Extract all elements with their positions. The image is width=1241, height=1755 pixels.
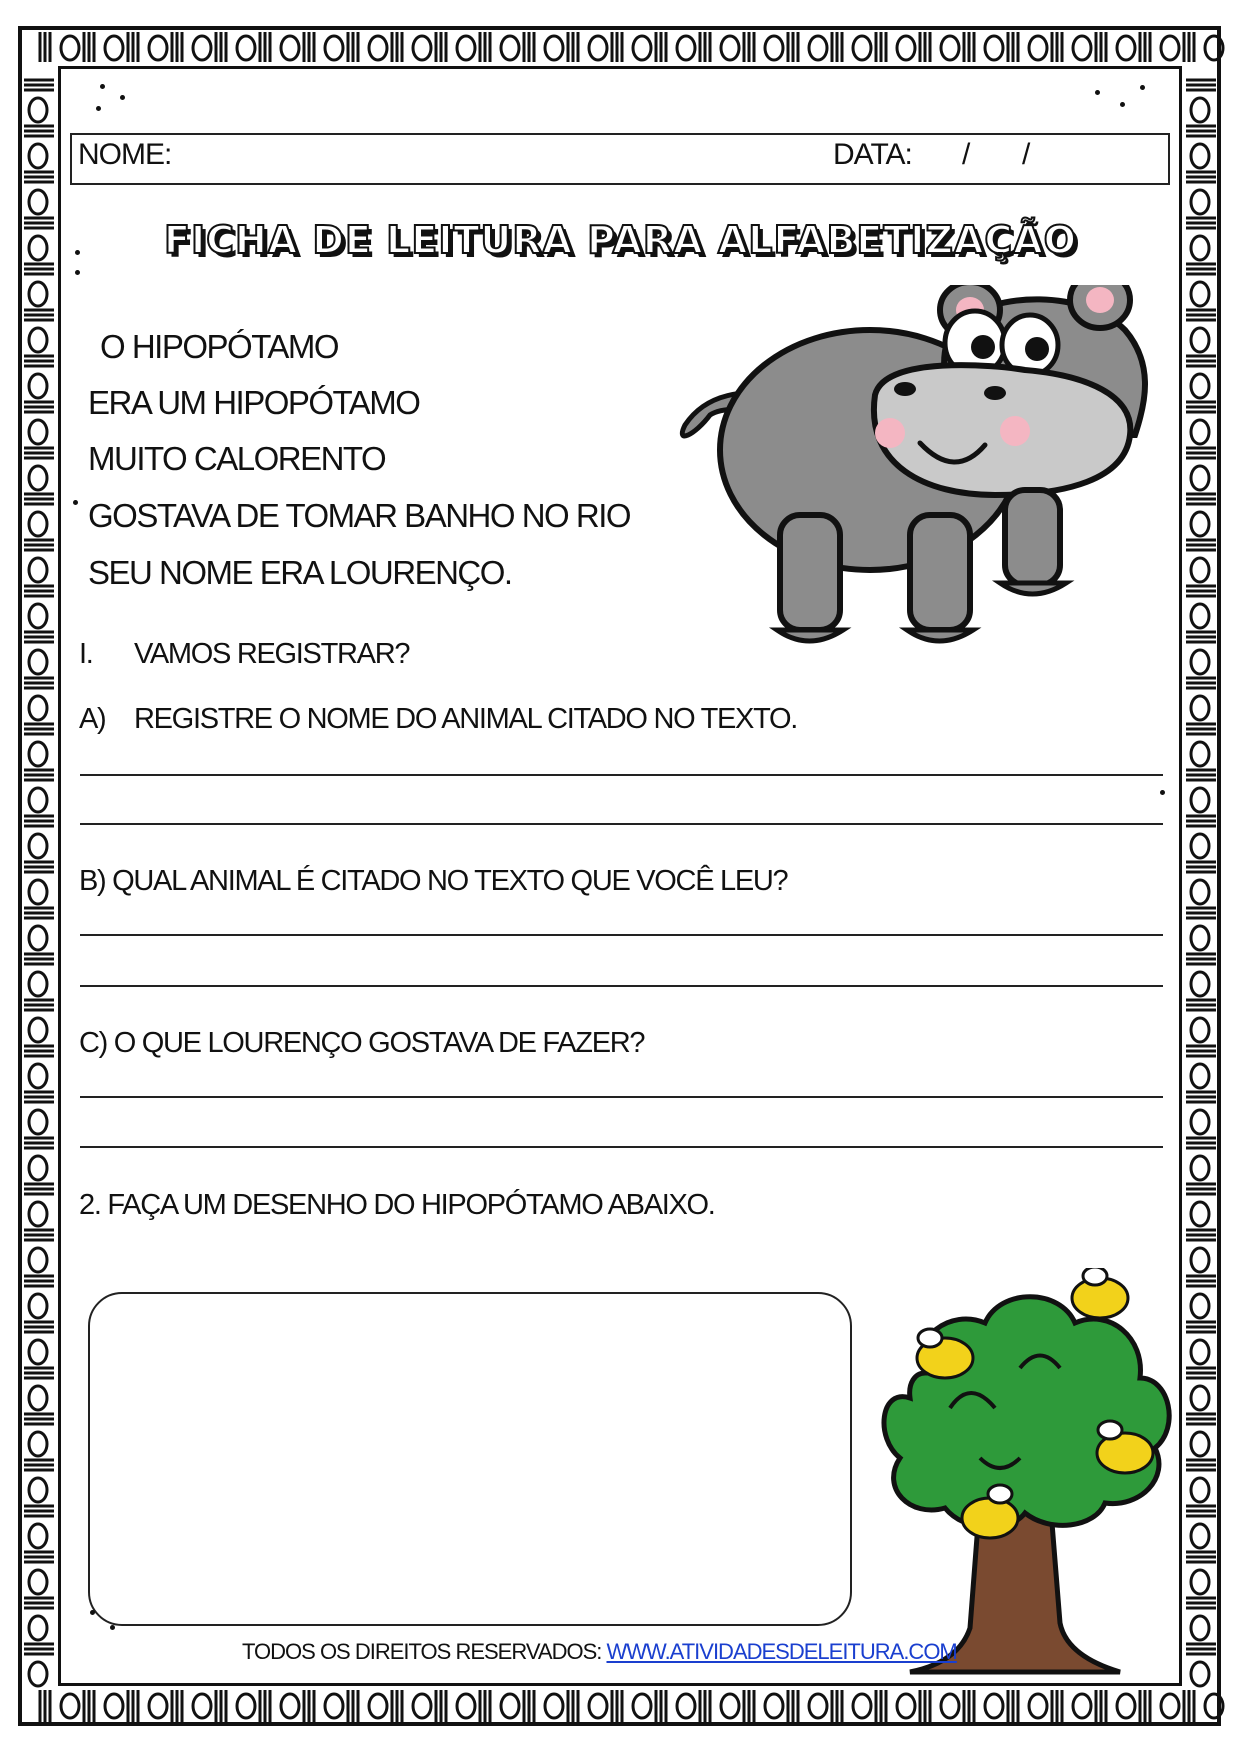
name-label: NOME: bbox=[78, 138, 172, 171]
question-a: REGISTRE O NOME DO ANIMAL CITADO NO TEXTO. bbox=[134, 703, 797, 735]
answer-line[interactable] bbox=[80, 823, 1163, 825]
site-link[interactable]: WWW.ATIVIDADESDELEITURA.COM bbox=[606, 1639, 957, 1664]
decor-dot bbox=[100, 84, 105, 89]
decor-dot bbox=[1140, 85, 1145, 90]
poem-line: SEU NOME ERA LOURENÇO. bbox=[88, 554, 512, 591]
answer-line[interactable] bbox=[80, 1096, 1163, 1098]
tree-with-bees-illustration bbox=[870, 1268, 1190, 1678]
name-date-box[interactable] bbox=[70, 133, 1170, 185]
worksheet-title: FICHA DE LEITURA PARA ALFABETIZAÇÃO bbox=[164, 218, 1077, 262]
decor-dot bbox=[1120, 102, 1125, 107]
poem-line: MUITO CALORENTO bbox=[88, 440, 386, 477]
poem-line: GOSTAVA DE TOMAR BANHO NO RIO bbox=[88, 497, 631, 534]
decor-dot bbox=[73, 500, 78, 505]
answer-line[interactable] bbox=[80, 1146, 1163, 1148]
question-b: B) QUAL ANIMAL É CITADO NO TEXTO QUE VOCÊ LEU? bbox=[79, 865, 788, 897]
question-a-letter: A) bbox=[79, 703, 106, 735]
decor-dot bbox=[110, 1625, 115, 1630]
question-draw: 2. FAÇA UM DESENHO DO HIPOPÓTAMO ABAIXO. bbox=[79, 1189, 715, 1221]
decor-dot bbox=[90, 1610, 95, 1615]
decor-dot bbox=[1095, 90, 1100, 95]
question-c: C) O QUE LOURENÇO GOSTAVA DE FAZER? bbox=[79, 1027, 645, 1059]
answer-line[interactable] bbox=[80, 934, 1163, 936]
rights-text: TODOS OS DIREITOS RESERVADOS: bbox=[242, 1639, 602, 1664]
decor-dot bbox=[120, 95, 125, 100]
hippo-illustration bbox=[665, 285, 1180, 660]
poem-title: O HIPOPÓTAMO bbox=[100, 328, 339, 365]
date-slash: / bbox=[1022, 138, 1031, 171]
footer-text bbox=[242, 1639, 957, 1665]
date-slash: / bbox=[962, 138, 971, 171]
drawing-area[interactable] bbox=[88, 1292, 852, 1626]
answer-line[interactable] bbox=[80, 985, 1163, 987]
section-title: VAMOS REGISTRAR? bbox=[134, 638, 410, 670]
decor-dot bbox=[96, 106, 101, 111]
poem-line: ERA UM HIPOPÓTAMO bbox=[88, 384, 420, 421]
section-number: I. bbox=[79, 638, 93, 670]
decor-dot bbox=[75, 270, 80, 275]
answer-line[interactable] bbox=[80, 774, 1163, 776]
decor-dot bbox=[1160, 790, 1165, 795]
date-label: DATA: bbox=[833, 138, 912, 171]
decor-dot bbox=[75, 250, 80, 255]
